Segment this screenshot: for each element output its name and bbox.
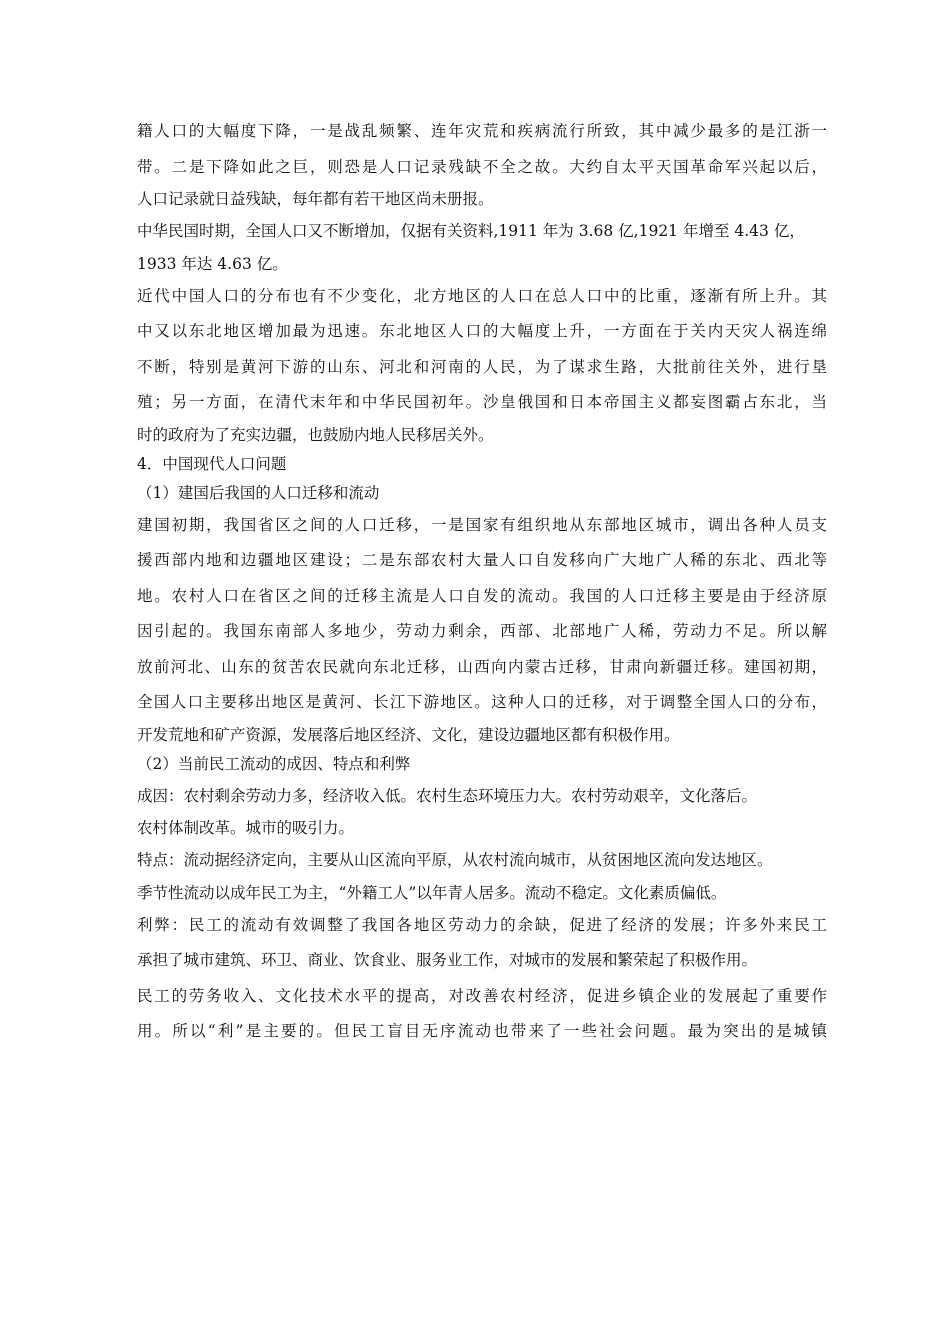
text-line: 承担了城市建筑、环卫、商业、饮食业、服务业工作，对城市的发展和繁荣起了积极作用。 bbox=[137, 951, 758, 969]
section-heading-modern-population bbox=[137, 450, 827, 479]
text-line: 地。农村人口在省区之间的迁移主流是人口自发的流动。我国的人口迁移主要是由于经济原 bbox=[137, 586, 827, 605]
subsection-title: （1）建国后我国的人口迁移和流动 bbox=[137, 483, 380, 502]
text-line: 中华民国时期，全国人口又不断增加，仅据有关资料,1911 年为 3.68 亿,1921 年增至 4.43 亿， bbox=[137, 222, 805, 240]
text-line: 人口记录就日益残缺，每年都有若干地区尚未册报。 bbox=[137, 190, 494, 208]
subsection-heading-migrant-workers bbox=[137, 750, 827, 779]
document-page bbox=[137, 114, 827, 1050]
text-line: 特点：流动据经济定向，主要从山区流向平原，从农村流向城市，从贫困地区流向发达地区。 bbox=[137, 851, 773, 869]
text-line: 成因：农村剩余劳动力多，经济收入低。农村生态环境压力大。农村劳动艰辛，文化落后。 bbox=[137, 786, 758, 805]
subsection-title: （2）当前民工流动的成因、特点和利弊 bbox=[137, 754, 411, 773]
paragraph-republic-population bbox=[137, 214, 827, 279]
text-line: 农村体制改革。城市的吸引力。 bbox=[137, 819, 355, 837]
paragraph-pros-cons bbox=[137, 908, 827, 1050]
text-line: 因引起的。我国东南部人多地少，劳动力剩余，西部、北部地广人稀，劳动力不足。所以解 bbox=[137, 622, 827, 640]
paragraph-population-distribution bbox=[137, 279, 827, 450]
text-line: 利弊：民工的流动有效调整了我国各地区劳动力的余缺，促进了经济的发展；许多外来民工 bbox=[137, 915, 827, 934]
text-line: 季节性流动以成年民工为主，“外籍工人”以年青人居多。流动不稳定。文化素质偏低。 bbox=[137, 883, 727, 902]
text-line: 时的政府为了充实边疆，也鼓励内地人民移居关外。 bbox=[137, 425, 494, 444]
text-line: 建国初期，我国省区之间的人口迁移，一是国家有组织地从东部地区城市，调出各种人员支 bbox=[137, 515, 827, 534]
text-line: 1933 年达 4.63 亿。 bbox=[137, 254, 288, 273]
text-line: 援西部内地和边疆地区建设；二是东部农村大量人口自发移向广大地广人稀的东北、西北等 bbox=[137, 551, 827, 569]
paragraph-population-decline bbox=[137, 114, 827, 214]
text-line: 放前河北、山东的贫苦农民就向东北迁移，山西向内蒙古迁移，甘肃向新疆迁移。建国初期， bbox=[137, 657, 827, 676]
text-line: 殖；另一方面，在清代末年和中华民国初年。沙皇俄国和日本帝国主义都妄图霸占东北，当 bbox=[137, 393, 827, 411]
paragraph-characteristics bbox=[137, 843, 827, 908]
text-line: 全国人口主要移出地区是黄河、长江下游地区。这种人口的迁移，对于调整全国人口的分布， bbox=[137, 693, 827, 711]
text-line: 近代中国人口的分布也有不少变化，北方地区的人口在总人口中的比重，逐渐有所上升。其 bbox=[137, 286, 827, 305]
text-line: 用。所以“利”是主要的。但民工盲目无序流动也带来了一些社会问题。最为突出的是城镇 bbox=[137, 1022, 827, 1040]
subsection-heading-migration bbox=[137, 479, 827, 508]
text-line: 中又以东北地区增加最为迅速。东北地区人口的大幅度上升，一方面在于关内天灾人祸连绵 bbox=[137, 322, 827, 340]
text-line: 籍人口的大幅度下降，一是战乱频繁、连年灾荒和疾病流行所致，其中减少最多的是江浙一 bbox=[137, 122, 827, 140]
text-line: 带。二是下降如此之巨，则恐是人口记录残缺不全之故。大约自太平天国革命军兴起以后， bbox=[137, 157, 827, 176]
paragraph-causes bbox=[137, 779, 827, 844]
text-line: 民工的劳务收入、文化技术水平的提高，对改善农村经济，促进乡镇企业的发展起了重要作 bbox=[137, 986, 827, 1005]
paragraph-early-migration bbox=[137, 508, 827, 750]
section-title: 4．中国现代人口问题 bbox=[137, 454, 287, 473]
text-line: 不断，特别是黄河下游的山东、河北和河南的人民，为了谋求生路，大批前往关外，进行垦 bbox=[137, 357, 827, 376]
text-line: 开发荒地和矿产资源，发展落后地区经济、文化，建设边疆地区都有积极作用。 bbox=[137, 725, 680, 744]
